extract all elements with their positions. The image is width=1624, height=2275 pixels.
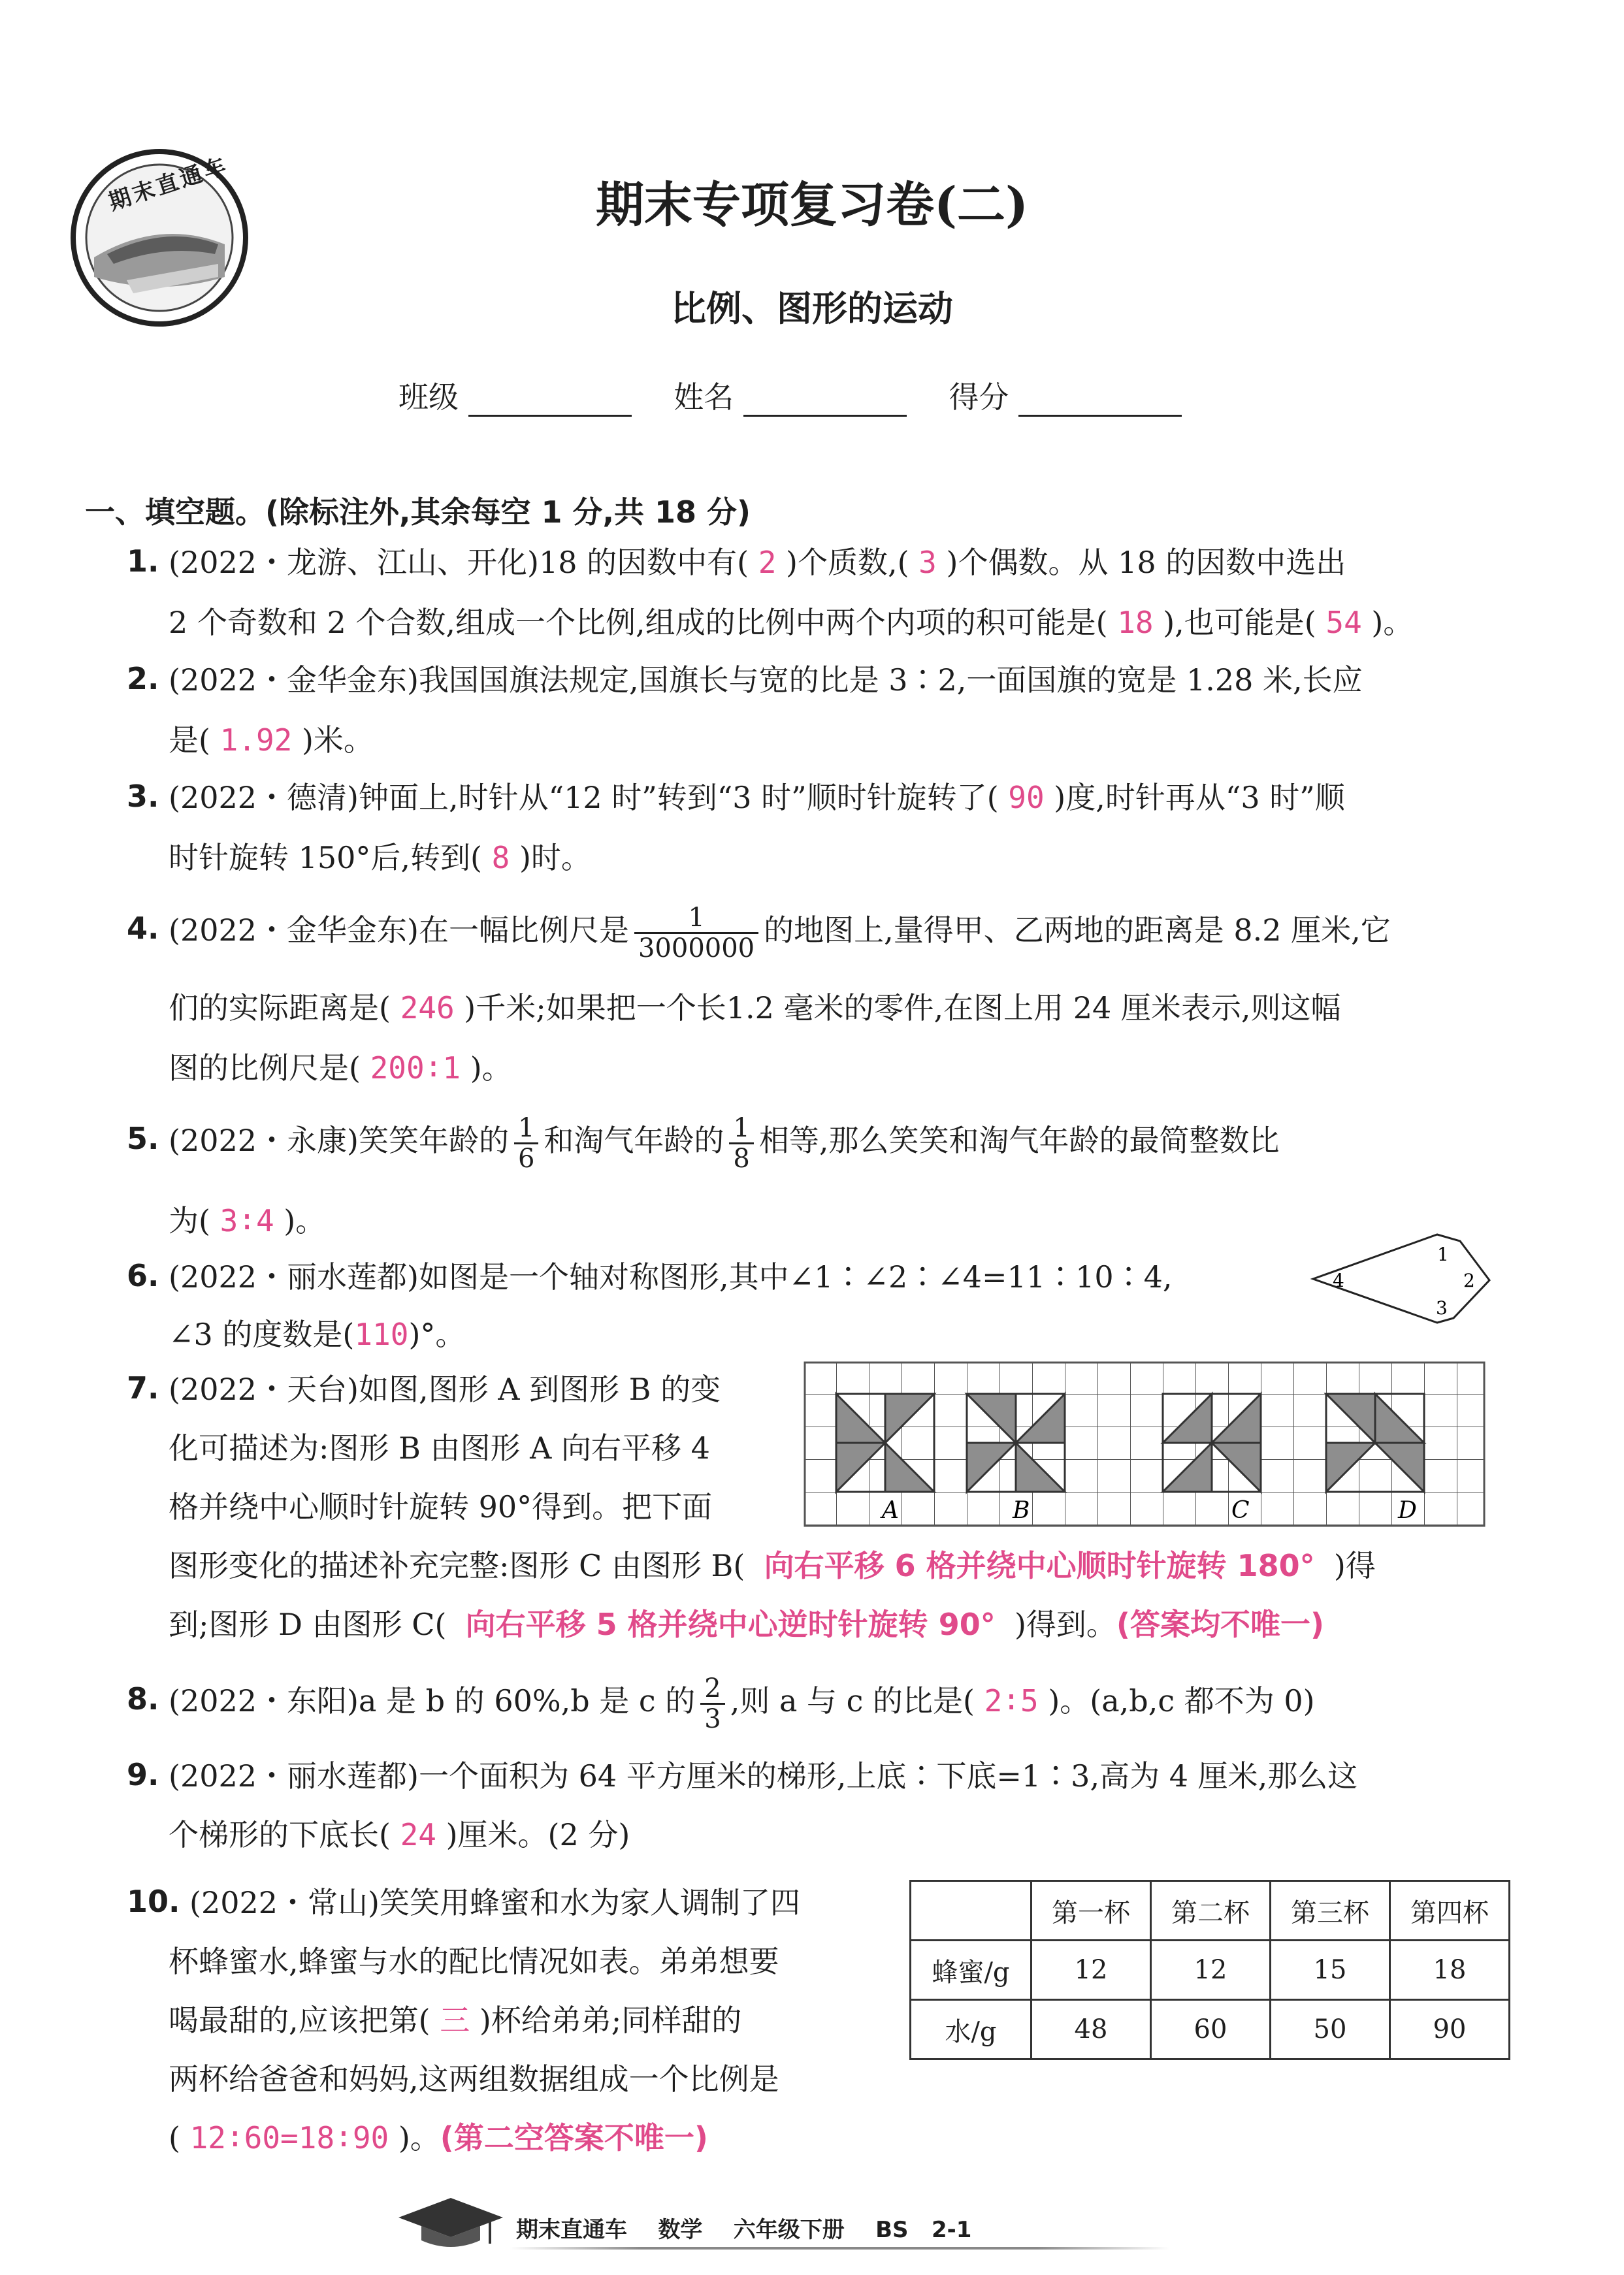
q5-line2: [169, 1201, 325, 1241]
page-subtitle: 比例、图形的运动: [671, 288, 953, 329]
q7-line3: 格并绕中心顺时针旋转 90°得到。把下面: [169, 1489, 713, 1525]
q7-text: )得: [1333, 1548, 1376, 1583]
field-score-label: 得分: [949, 379, 1009, 415]
q10-answer-1: 三: [440, 2003, 470, 2038]
q2-line2: [169, 720, 374, 760]
q10-line5: [169, 2118, 708, 2158]
q8-text: a 是 b 的 60%,b 是 c 的: [358, 1683, 696, 1718]
field-score-input[interactable]: [1018, 379, 1182, 417]
q4-text: 的地图上,量得甲、乙两地的距离是 8.2 厘米,它: [764, 912, 1391, 948]
table-cell: 48: [1031, 2000, 1151, 2059]
q8-text: ,则 a 与 c 的比是(: [730, 1683, 975, 1718]
q5-text: 和淘气年龄的: [544, 1123, 724, 1158]
table-row-label: 水/g: [911, 2000, 1031, 2059]
q9-answer: 24: [400, 1817, 436, 1852]
honey-table-wrap: [909, 1880, 1510, 2060]
q6-number: 6.: [127, 1258, 159, 1293]
footer-grade: 六年级下册: [733, 2217, 845, 2243]
q5-number: 5.: [127, 1121, 159, 1156]
q5-fraction-2: [729, 1114, 753, 1173]
q4-text: 在一幅比例尺是: [418, 912, 629, 948]
q6-source: (2022・丽水莲都): [169, 1259, 419, 1295]
q7-line2: 化可描述为:图形 B 由图形 A 向右平移 4: [169, 1430, 710, 1466]
q4-line1: [169, 897, 1391, 963]
angle-label-2: 2: [1463, 1270, 1475, 1291]
q10-line4: 两杯给爸爸和妈妈,这两组数据组成一个比例是: [169, 2061, 779, 2097]
q7-line4: [169, 1545, 1376, 1586]
table-cell: 12: [1031, 1941, 1151, 2000]
q6-answer: 110: [354, 1317, 409, 1352]
q8-text: )。(a,b,c 都不为 0): [1048, 1683, 1315, 1718]
q1-line2: [169, 602, 1413, 643]
table-row: [911, 2000, 1510, 2059]
q3-answer-1: 90: [1008, 780, 1045, 815]
fraction-numerator: 1: [729, 1114, 753, 1144]
q3-text: )时。: [519, 840, 591, 875]
q7-answer-2: 向右平移 5 格并绕中心逆时针旋转 90°: [465, 1607, 996, 1642]
table-cell: 60: [1151, 2000, 1271, 2059]
q10-line3: [169, 2000, 741, 2041]
q3-text: 时针旋转 150°后,转到(: [169, 840, 482, 875]
q5-text: 为(: [169, 1203, 210, 1238]
q9-text: )厘米。(2 分): [446, 1817, 630, 1852]
q10-text: )。: [398, 2120, 440, 2155]
shape-label-b: B: [1013, 1497, 1030, 1524]
q3-text: )度,时针再从“3 时”顺: [1054, 780, 1345, 815]
q4-answer-1: 246: [400, 990, 455, 1025]
q4-line3: [169, 1048, 512, 1088]
q9-source: (2022・丽水莲都): [169, 1758, 419, 1794]
table-cell: 90: [1390, 2000, 1510, 2059]
q7-number: 7.: [127, 1370, 159, 1406]
q7-answer-1: 向右平移 6 格并绕中心顺时针旋转 180°: [764, 1548, 1315, 1583]
q4-text: 们的实际距离是(: [169, 990, 391, 1025]
q5-fraction-1: [514, 1114, 538, 1173]
angle-label-1: 1: [1437, 1244, 1449, 1265]
shape-label-c: C: [1231, 1497, 1250, 1524]
angle-label-3: 3: [1436, 1297, 1448, 1319]
q4-line2: [169, 988, 1341, 1028]
section-heading: 一、填空题。(除标注外,其余每空 1 分,共 18 分): [85, 494, 751, 530]
q4-text: )。: [470, 1050, 512, 1086]
q8-answer: 2∶5: [984, 1683, 1039, 1718]
q3-line1: [169, 777, 1345, 818]
q1-text: )个偶数。从 18 的因数中选出: [946, 545, 1346, 580]
field-name-input[interactable]: [743, 379, 907, 417]
table-row: [911, 1941, 1510, 2000]
table-cell: 50: [1271, 2000, 1390, 2059]
honey-table: [909, 1880, 1510, 2060]
q10-line1: [189, 1882, 800, 1923]
q5-text: 笑笑年龄的: [358, 1123, 509, 1158]
q4-number: 4.: [127, 911, 159, 946]
graduation-cap-icon: [392, 2195, 510, 2253]
q1-answer-4: 54: [1325, 605, 1362, 640]
q2-line1: [169, 660, 1363, 700]
fraction-denominator: 3000000: [638, 933, 755, 963]
q9-number: 9.: [127, 1757, 159, 1792]
q7-text: 如图,图形 A 到图形 B 的变: [358, 1372, 721, 1407]
q8-line1: [169, 1668, 1315, 1734]
footer-rule: [510, 2247, 1169, 2250]
q8-number: 8.: [127, 1681, 159, 1717]
q1-source: (2022・龙游、江山、开化): [169, 545, 539, 580]
q9-text: 一个面积为 64 平方厘米的梯形,上底∶下底=1∶3,高为 4 厘米,那么这: [418, 1758, 1358, 1794]
q10-line2: 杯蜂蜜水,蜂蜜与水的配比情况如表。弟弟想要: [169, 1944, 779, 1979]
q1-number: 1.: [127, 543, 159, 579]
shape-b: [967, 1394, 1065, 1492]
footer-edition: BS: [875, 2217, 909, 2243]
q4-text: )千米;如果把一个长1.2 毫米的零件,在图上用 24 厘米表示,则这幅: [464, 990, 1341, 1025]
q3-text: 钟面上,时针从“12 时”转到“3 时”顺时针旋转了(: [358, 780, 999, 815]
table-cell: 12: [1151, 1941, 1271, 2000]
q8-fraction: [700, 1674, 724, 1734]
q5-source: (2022・永康): [169, 1123, 359, 1158]
logo-text: 期末直通车: [105, 152, 232, 216]
q6-text: 如图是一个轴对称图形,其中∠1∶∠2∶∠4=11∶10∶4,: [418, 1259, 1173, 1295]
page-title: 期末专项复习卷(二): [595, 177, 1029, 233]
q10-text: 笑笑用蜂蜜和水为家人调制了四: [379, 1885, 800, 1920]
q10-text: 喝最甜的,应该把第(: [169, 2003, 430, 2038]
footer: [516, 2212, 971, 2244]
fraction-numerator: 1: [514, 1114, 538, 1144]
q1-text: 2 个奇数和 2 个合数,组成一个比例,组成的比例中两个内项的积可能是(: [169, 605, 1108, 640]
q8-source: (2022・东阳): [169, 1683, 359, 1718]
table-header-cell: 第三杯: [1271, 1881, 1390, 1941]
q4-text: 图的比例尺是(: [169, 1050, 361, 1086]
table-header-row: [911, 1881, 1510, 1941]
table-cell: 15: [1271, 1941, 1390, 2000]
q3-source: (2022・德清): [169, 780, 359, 815]
field-name-label: 姓名: [674, 379, 734, 415]
q1-text: )。: [1371, 605, 1414, 640]
q10-source: (2022・常山): [189, 1885, 380, 1920]
q10-note: (第二空答案不唯一): [440, 2120, 708, 2155]
table-cell: [911, 1881, 1031, 1941]
q2-source: (2022・金华金东): [169, 662, 419, 698]
q7-line1: [169, 1369, 721, 1410]
table-header-cell: 第一杯: [1031, 1881, 1151, 1941]
q5-text: )。: [284, 1203, 326, 1238]
fraction-numerator: 1: [634, 903, 758, 934]
q3-answer-2: 8: [491, 840, 510, 875]
shape-label-d: D: [1398, 1497, 1417, 1524]
q6-line1: [169, 1257, 1173, 1297]
q1-answer-3: 18: [1117, 605, 1154, 640]
q6-text: ∠3 的度数是(: [169, 1317, 355, 1352]
q7-text: 图形变化的描述补充完整:图形 C 由图形 B(: [169, 1548, 745, 1583]
q10-answer-2: 12∶60=18∶90: [189, 2120, 389, 2155]
q9-text: 个梯形的下底长(: [169, 1817, 391, 1852]
footer-subject: 数学: [658, 2217, 703, 2243]
q1-text: 18 的因数中有(: [538, 545, 749, 580]
table-header-cell: 第二杯: [1151, 1881, 1271, 1941]
table-cell: 18: [1390, 1941, 1510, 2000]
q7-grid-figure: [804, 1361, 1489, 1538]
field-class-input[interactable]: [468, 379, 632, 417]
q2-text: 我国国旗法规定,国旗长与宽的比是 3∶2,一面国旗的宽是 1.28 米,长应: [418, 662, 1363, 698]
q10-number: 10.: [127, 1884, 180, 1919]
q1-line1: [169, 542, 1346, 583]
q7-text: 到;图形 D 由图形 C(: [169, 1607, 447, 1642]
q2-text: 是(: [169, 722, 210, 758]
table-row-label: 蜂蜜/g: [911, 1941, 1031, 2000]
q6-kite-figure: [1307, 1221, 1502, 1326]
table-header-cell: 第四杯: [1390, 1881, 1510, 1941]
info-fields: [398, 374, 1182, 417]
q6-line2: [169, 1314, 465, 1355]
q1-answer-1: 2: [758, 545, 777, 580]
q1-answer-2: 3: [918, 545, 937, 580]
q5-line1: [169, 1108, 1280, 1173]
q3-line2: [169, 837, 591, 878]
q5-answer: 3∶4: [219, 1203, 274, 1238]
footer-book: 期末直通车: [516, 2217, 627, 2243]
q2-answer: 1.92: [219, 722, 293, 758]
q7-source: (2022・天台): [169, 1372, 359, 1407]
q10-text: (: [169, 2120, 180, 2155]
q2-number: 2.: [127, 661, 159, 696]
q4-source: (2022・金华金东): [169, 912, 419, 948]
angle-label-4: 4: [1333, 1270, 1344, 1291]
q7-note: (答案均不唯一): [1116, 1607, 1324, 1642]
fraction-denominator: 8: [733, 1143, 750, 1174]
q7-text: )得到。: [1014, 1607, 1116, 1642]
q2-text: )米。: [301, 722, 374, 758]
q5-text: 相等,那么笑笑和淘气年龄的最简整数比: [758, 1123, 1280, 1158]
q3-number: 3.: [127, 779, 159, 814]
fraction-denominator: 6: [517, 1143, 535, 1174]
q4-scale-fraction: [634, 903, 758, 963]
shape-label-a: A: [882, 1497, 899, 1524]
q10-text: )杯给弟弟;同样甜的: [479, 2003, 742, 2038]
footer-page: 2-1: [932, 2217, 972, 2243]
q9-line2: [169, 1815, 630, 1855]
q1-text: ),也可能是(: [1163, 605, 1316, 640]
fraction-numerator: 2: [700, 1674, 724, 1705]
q6-text: )°。: [408, 1317, 466, 1352]
field-class-label: 班级: [398, 379, 459, 415]
q7-line5: [169, 1604, 1324, 1645]
fraction-denominator: 3: [704, 1703, 721, 1734]
q9-line1: [169, 1756, 1357, 1796]
q1-text: )个质数,(: [786, 545, 909, 580]
q4-answer-2: 200∶1: [370, 1050, 461, 1086]
